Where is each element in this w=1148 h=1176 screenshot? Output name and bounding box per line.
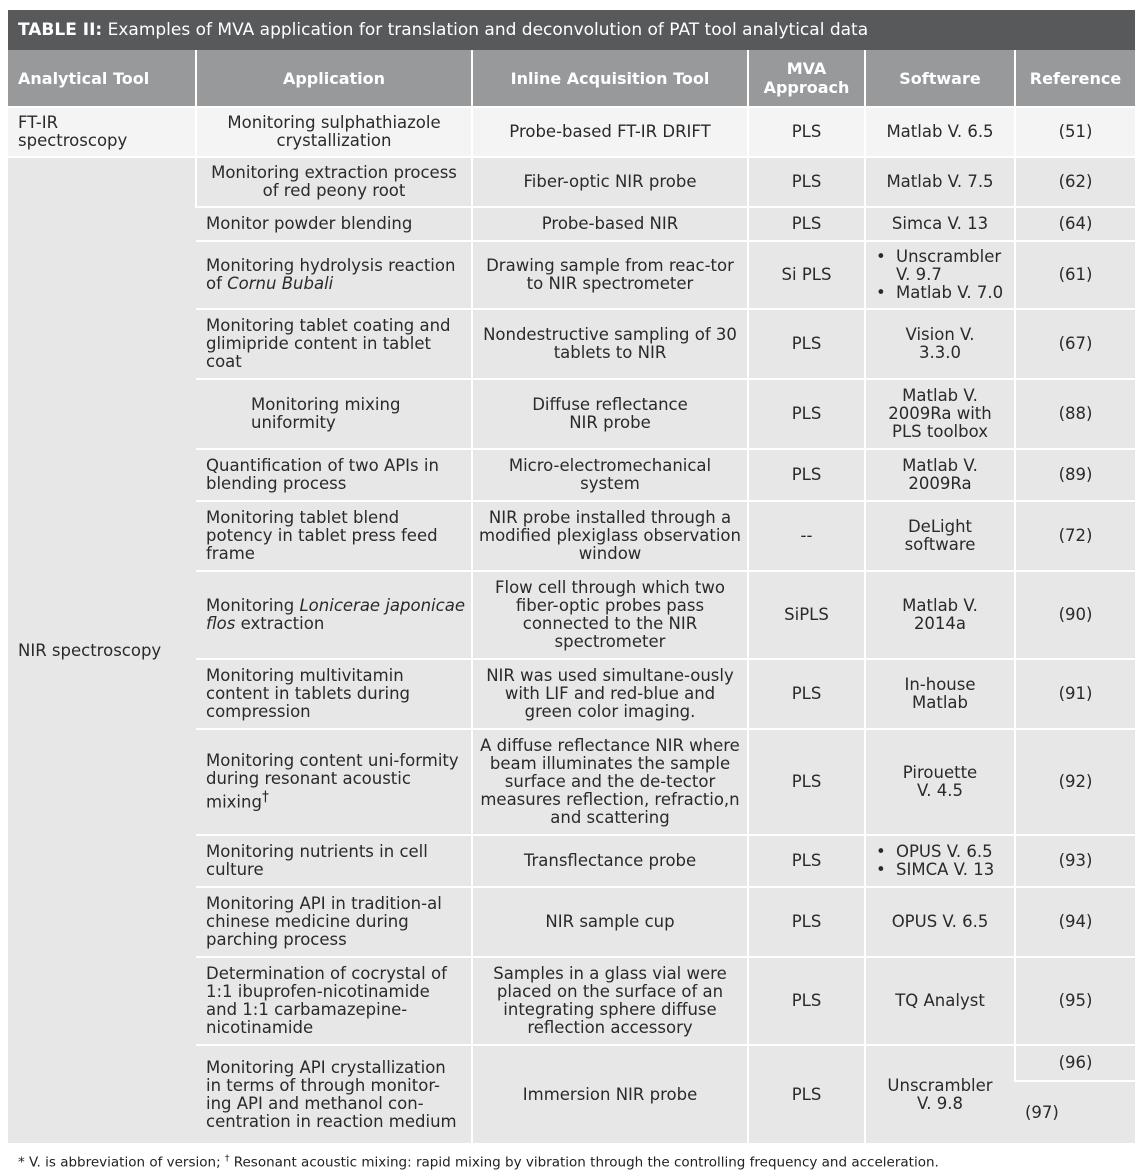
app-species-italic: Lonicerae japonicae flos xyxy=(206,596,465,633)
cell-mva: PLS xyxy=(748,157,865,207)
cell-application: Monitoring tablet blend potency in tablet press feed frame xyxy=(196,501,472,571)
cell-application xyxy=(196,571,472,659)
app-text: Monitoring xyxy=(206,596,300,615)
cell-mva: PLS xyxy=(748,1045,865,1143)
cell-mva: PLS xyxy=(748,957,865,1045)
software-item: • Unscrambler V. 9.7 xyxy=(876,248,1008,284)
footnote-dagger: † xyxy=(224,1154,230,1164)
table-title xyxy=(8,10,1135,50)
cell-inline-tool: Drawing sample from reac-tor to NIR spectrometer xyxy=(472,241,748,309)
cell-software: DeLight software xyxy=(865,501,1015,571)
cell-application: Monitoring extraction process of red peony root xyxy=(196,157,472,207)
cell-mva: PLS xyxy=(748,107,865,157)
cell-reference: (97) xyxy=(1015,1081,1135,1143)
cell-inline-tool: NIR was used simultane-ously with LIF and red-blue and green color imaging. xyxy=(472,659,748,729)
cell-inline-tool: Micro-electromechanical system xyxy=(472,449,748,501)
cell-application: Monitoring API in tradition-al chinese medicine during parching process xyxy=(196,887,472,957)
cell-reference: (96) xyxy=(1015,1045,1135,1081)
table-container xyxy=(8,10,1135,1143)
cell-reference: (51) xyxy=(1015,107,1135,157)
cell-inline-tool: Flow cell through which two fiber-optic probes pass connected to the NIR spectrometer xyxy=(472,571,748,659)
cell-software xyxy=(865,835,1015,887)
cell-software: TQ Analyst xyxy=(865,957,1015,1045)
cell-software: Matlab V. 6.5 xyxy=(865,107,1015,157)
group-ftir: FT-IR spectroscopy xyxy=(8,107,196,157)
cell-software xyxy=(865,241,1015,309)
cell-reference: (72) xyxy=(1015,501,1135,571)
cell-reference: (93) xyxy=(1015,835,1135,887)
cell-software: Simca V. 13 xyxy=(865,207,1015,241)
cell-inline-tool: NIR sample cup xyxy=(472,887,748,957)
cell-mva: PLS xyxy=(748,207,865,241)
cell-application xyxy=(196,729,472,835)
cell-inline-tool: Fiber-optic NIR probe xyxy=(472,157,748,207)
cell-mva: PLS xyxy=(748,449,865,501)
cell-software: Vision V. 3.3.0 xyxy=(865,309,1015,379)
cell-application: Monitoring multivitamin content in tablets during compression xyxy=(196,659,472,729)
software-item: • Matlab V. 7.0 xyxy=(876,284,1008,302)
cell-software: Pirouette V. 4.5 xyxy=(865,729,1015,835)
cell-application: Determination of cocrystal of 1:1 ibuprofen-nicotinamide and 1:1 carbamazepine-nicotinamide xyxy=(196,957,472,1045)
header-reference: Reference xyxy=(1015,50,1135,107)
cell-software: Matlab V. 2009Ra xyxy=(865,449,1015,501)
cell-application: Monitoring tablet coating and glimipride content in tablet coat xyxy=(196,309,472,379)
cell-reference: (91) xyxy=(1015,659,1135,729)
cell-inline-tool: A diffuse reflectance NIR where beam illuminates the sample surface and the de-tector measures reflection, refractio,n and scattering xyxy=(472,729,748,835)
cell-mva: PLS xyxy=(748,887,865,957)
header-mva-line2: Approach xyxy=(763,78,850,97)
cell-application: Monitor powder blending xyxy=(196,207,472,241)
software-list xyxy=(876,248,1008,302)
software-list xyxy=(876,843,1008,879)
cell-mva: PLS xyxy=(748,659,865,729)
cell-inline-tool: Transflectance probe xyxy=(472,835,748,887)
mva-table xyxy=(8,50,1135,1143)
header-analytical-tool: Analytical Tool xyxy=(8,50,196,107)
table-title-prefix: TABLE II: xyxy=(18,20,103,40)
cell-reference: (94) xyxy=(1015,887,1135,957)
dagger-mark: † xyxy=(261,789,269,806)
cell-reference: (95) xyxy=(1015,957,1135,1045)
table-row xyxy=(8,157,1135,207)
table-title-text: Examples of MVA application for translation and deconvolution of PAT tool analytical data xyxy=(107,20,869,40)
header-application: Application xyxy=(196,50,472,107)
cell-mva: -- xyxy=(748,501,865,571)
cell-reference: (90) xyxy=(1015,571,1135,659)
header-row xyxy=(8,50,1135,107)
cell-software: Unscrambler V. 9.8 xyxy=(865,1045,1015,1143)
cell-application: Monitoring nutrients in cell culture xyxy=(196,835,472,887)
cell-reference: (62) xyxy=(1015,157,1135,207)
app-text: extraction xyxy=(235,614,325,633)
cell-inline-tool: Probe-based NIR xyxy=(472,207,748,241)
header-software: Software xyxy=(865,50,1015,107)
app-text: Monitoring content uni-formity during resonant acoustic mixing xyxy=(206,751,459,812)
group-nir: NIR spectroscopy xyxy=(8,157,196,1143)
cell-reference: (89) xyxy=(1015,449,1135,501)
software-item: • SIMCA V. 13 xyxy=(876,861,1008,879)
cell-mva: PLS xyxy=(748,379,865,449)
header-mva-line1: MVA xyxy=(786,59,827,78)
app-text: Monitoring hydrolysis reaction of xyxy=(206,256,456,293)
cell-mva: PLS xyxy=(748,309,865,379)
cell-software: Matlab V. 7.5 xyxy=(865,157,1015,207)
cell-application: Monitoring API crystallization in terms of through monitor-ing API and methanol con-centration in reaction medium xyxy=(196,1045,472,1143)
cell-software: Matlab V. 2014a xyxy=(865,571,1015,659)
cell-mva: PLS xyxy=(748,835,865,887)
header-mva-approach xyxy=(748,50,865,107)
cell-reference: (64) xyxy=(1015,207,1135,241)
cell-mva: PLS xyxy=(748,729,865,835)
software-item: • OPUS V. 6.5 xyxy=(876,843,1008,861)
cell-reference: (67) xyxy=(1015,309,1135,379)
cell-software: Matlab V. 2009Ra with PLS toolbox xyxy=(865,379,1015,449)
cell-application: Quantification of two APIs in blending process xyxy=(196,449,472,501)
cell-inline-tool: Nondestructive sampling of 30 tablets to NIR xyxy=(472,309,748,379)
cell-reference: (88) xyxy=(1015,379,1135,449)
table-footnote xyxy=(18,1154,939,1171)
footnote-part1: * V. is abbreviation of version; xyxy=(18,1154,225,1171)
cell-inline-tool: Immersion NIR probe xyxy=(472,1045,748,1143)
cell-inline-tool: NIR probe installed through a modified plexiglass observation window xyxy=(472,501,748,571)
cell-application: Monitoring sulphathiazole crystallization xyxy=(196,107,472,157)
cell-reference: (61) xyxy=(1015,241,1135,309)
cell-inline-tool: Diffuse reflectance NIR probe xyxy=(472,379,748,449)
cell-application: Monitoring mixing uniformity xyxy=(196,379,472,449)
cell-mva: SiPLS xyxy=(748,571,865,659)
cell-inline-tool: Probe-based FT-IR DRIFT xyxy=(472,107,748,157)
table-row xyxy=(8,107,1135,157)
cell-mva: Si PLS xyxy=(748,241,865,309)
app-species-italic: Cornu Bubali xyxy=(227,274,334,293)
cell-reference: (92) xyxy=(1015,729,1135,835)
header-inline-tool: Inline Acquisition Tool xyxy=(472,50,748,107)
cell-inline-tool: Samples in a glass vial were placed on the surface of an integrating sphere diffuse reflection accessory xyxy=(472,957,748,1045)
footnote-part2: Resonant acoustic mixing: rapid mixing by vibration through the controlling frequency and acceleration. xyxy=(229,1154,939,1171)
cell-application xyxy=(196,241,472,309)
cell-software: In-house Matlab xyxy=(865,659,1015,729)
cell-software: OPUS V. 6.5 xyxy=(865,887,1015,957)
